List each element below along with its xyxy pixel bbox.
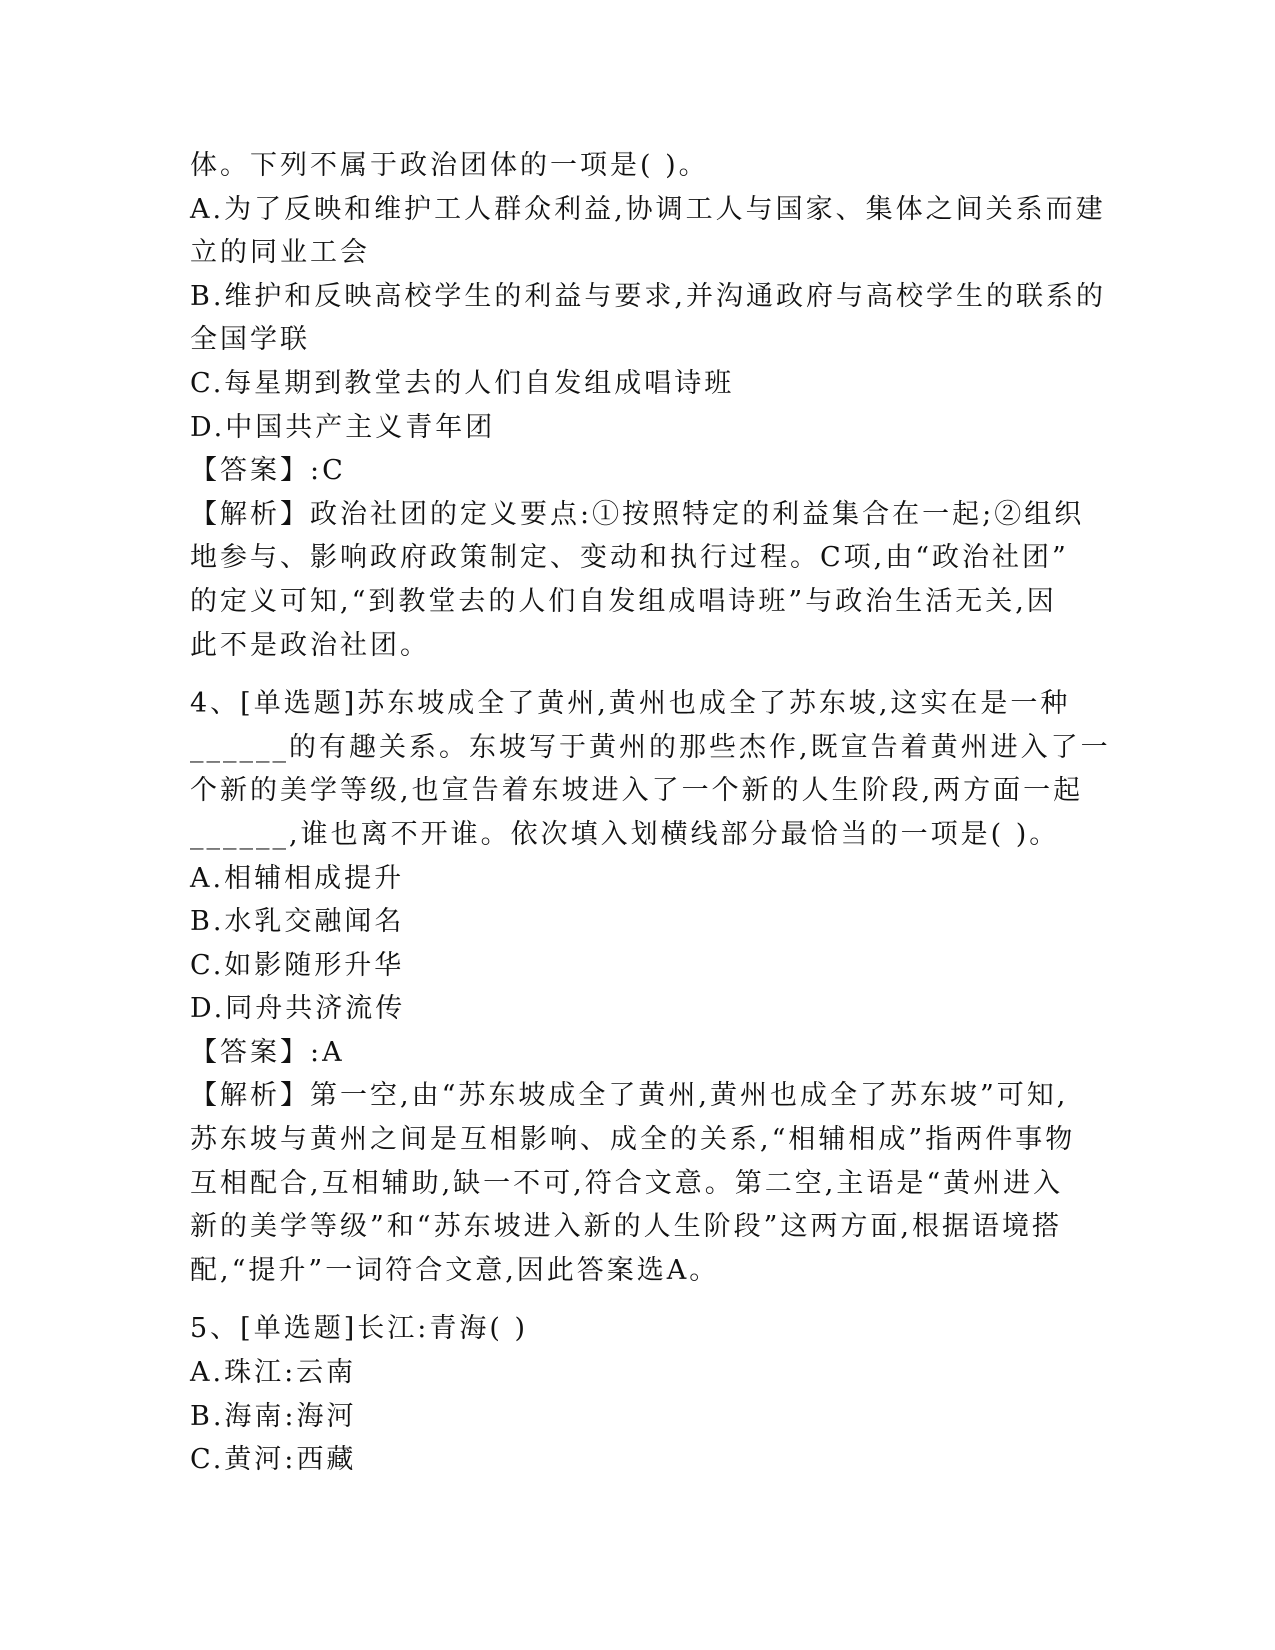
question-3-option-b-cont: 全国学联 <box>190 324 310 356</box>
question-3-option-d: D.中国共产主义青年团 <box>190 411 496 443</box>
section-gap <box>190 1292 1090 1307</box>
question-3-option-c: C.每星期到教堂去的人们自发组成唱诗班 <box>190 367 735 399</box>
question-3-option-b: B.维护和反映高校学生的利益与要求,并沟通政府与高校学生的联系的 <box>190 280 1107 312</box>
question-4-option-b: B.水乳交融闻名 <box>190 906 405 938</box>
question-3-option-a-cont: 立的同业工会 <box>190 237 370 269</box>
question-3-analysis: 【解析】政治社团的定义要点:①按照特定的利益集合在一起;②组织 <box>190 498 1085 530</box>
question-3-analysis: 地参与、影响政府政策制定、变动和执行过程。C项,由“政治社团” <box>190 542 1069 574</box>
question-5-option-a: A.珠江:云南 <box>190 1357 357 1389</box>
question-4-answer: 【答案】:A <box>190 1036 345 1068</box>
question-4-analysis: 配,“提升”一词符合文意,因此答案选A。 <box>190 1254 720 1286</box>
question-4-analysis: 互相配合,互相辅助,缺一不可,符合文意。第二空,主语是“黄州进入 <box>190 1167 1064 1199</box>
question-4-stem: ______的有趣关系。东坡写于黄州的那些杰作,既宣告着黄州进入了一 <box>190 731 1111 763</box>
question-4-analysis: 新的美学等级”和“苏东坡进入新的人生阶段”这两方面,根据语境搭 <box>190 1211 1062 1243</box>
question-3-analysis: 的定义可知,“到教堂去的人们自发组成唱诗班”与政治生活无关,因 <box>190 585 1057 617</box>
question-4-option-c: C.如影随形升华 <box>190 949 405 981</box>
question-4-option-a: A.相辅相成提升 <box>190 862 405 894</box>
question-5-option-c: C.黄河:西藏 <box>190 1444 357 1476</box>
question-4-option-d: D.同舟共济流传 <box>190 993 406 1025</box>
question-5-block <box>190 1307 1090 1481</box>
question-4-analysis: 苏东坡与黄州之间是互相影响、成全的关系,“相辅相成”指两件事物 <box>190 1124 1076 1156</box>
question-4-stem: 4、[单选题]苏东坡成全了黄州,黄州也成全了苏东坡,这实在是一种 <box>190 688 1071 720</box>
question-4-stem: ______,谁也离不开谁。依次填入划横线部分最恰当的一项是( )。 <box>190 818 1060 850</box>
question-3-answer: 【答案】:C <box>190 455 346 487</box>
question-4-block <box>190 682 1111 1292</box>
question-5-stem: 5、[单选题]长江:青海( ) <box>190 1313 528 1345</box>
question-3-stem-tail: 体。下列不属于政治团体的一项是( )。 <box>190 150 709 181</box>
question-5-option-b: B.海南:海河 <box>190 1400 357 1432</box>
question-3-option-a: A.为了反映和维护工人群众利益,协调工人与国家、集体之间关系而建 <box>190 193 1106 225</box>
section-gap <box>190 667 1090 682</box>
question-4-stem: 个新的美学等级,也宣告着东坡进入了一个新的人生阶段,两方面一起 <box>190 775 1084 807</box>
question-3-block <box>190 144 1107 667</box>
question-4-analysis: 【解析】第一空,由“苏东坡成全了黄州,黄州也成全了苏东坡”可知, <box>190 1080 1069 1112</box>
document-page <box>190 144 1111 1482</box>
question-3-analysis: 此不是政治社团。 <box>190 629 430 661</box>
